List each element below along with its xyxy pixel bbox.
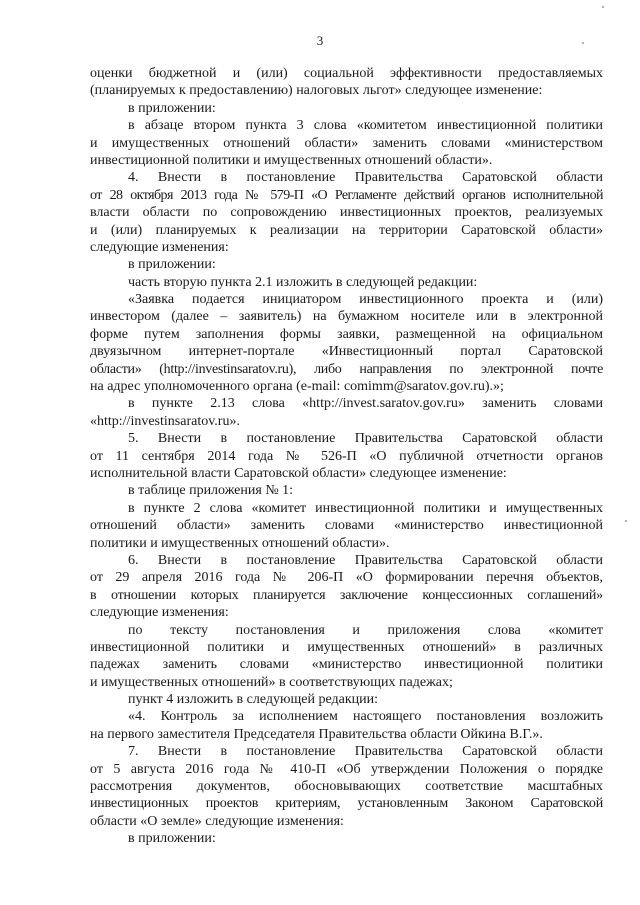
text-line: власти области по сопровождению инвестиционных проектов, реализуемых (90, 205, 603, 221)
text-line: на первого заместителя Председателя Правительства области Ойкина В.Г.». (90, 726, 543, 742)
scan-speck (625, 520, 627, 522)
text-line: следующие изменения: (90, 605, 229, 621)
text-line: 4. Внести в постановление Правительства Саратовской области (128, 170, 603, 186)
text-line: в пункте 2 слова «комитет инвестиционной политики и имущественных (128, 500, 603, 516)
text-line: области» (http://investinsaratov.ru), либо направления по электронной почте (90, 361, 603, 377)
text-line: 6. Внести в постановление Правительства Саратовской области (128, 552, 603, 568)
text-line: следующие изменения: (90, 239, 229, 255)
text-line: 5. Внести в постановление Правительства Саратовской области (128, 431, 603, 447)
text-line: инвестиционной политики и имущественных отношений области». (90, 152, 493, 168)
text-line: «4. Контроль за исполнением настоящего постановления возложить (128, 709, 603, 725)
text-line: от 28 октября 2013 года № 579-П «О Регламенте действий органов исполнительной (90, 187, 603, 203)
text-line: «Заявка подается инициатором инвестиционного проекта и (или) (128, 292, 603, 308)
text-line: на адрес уполномоченного органа (e-mail: comimm@saratov.gov.ru).»; (90, 379, 504, 395)
text-line: часть вторую пункта 2.1 изложить в следующей редакции: (128, 274, 478, 290)
text-line: исполнительной власти Саратовской области» следующее изменение: (90, 465, 507, 481)
text-line: в приложении: (128, 257, 216, 273)
text-line: области «О земле» следующие изменения: (90, 813, 344, 829)
text-line: форме путем заполнения формы заявки, размещенной на официальном (90, 326, 603, 342)
text-line: от 11 сентября 2014 года № 526-П «О публичной отчетности органов (90, 448, 603, 464)
text-line: «http://investinsaratov.ru». (90, 413, 240, 429)
text-line: инвестиционной политики и имущественных отношений» в различных (90, 639, 603, 655)
text-line: 7. Внести в постановление Правительства Саратовской области (128, 744, 603, 760)
text-line: (планируемых к предоставлению) налоговых льгот» следующее изменение: (90, 83, 543, 99)
text-line: двуязычном интернет-портале «Инвестиционный портал Саратовской (90, 344, 603, 360)
text-line: инвестиционных проектов критериям, установленным Законом Саратовской (90, 796, 603, 812)
text-line: в отношении которых планируется заключение концессионных соглашений» (90, 587, 603, 603)
page-number: 3 (316, 33, 324, 48)
text-line: рассмотрения документов, обосновывающих соответствие масштабных (90, 779, 603, 795)
text-line: инвестором (далее – заявитель) на бумажном носителе или в электронной (90, 309, 603, 325)
text-line: в абзаце втором пункта 3 слова «комитетом инвестиционной политики (128, 118, 603, 134)
text-line: и имущественных отношений» в соответствующих падежах; (90, 674, 453, 690)
text-line: падежах заменить словами «министерство инвестиционной политики (90, 657, 603, 673)
text-line: в пункте 2.13 слова «http://invest.saratov.gov.ru» заменить словами (128, 396, 603, 412)
text-line: по тексту постановления и приложения слова «комитет (128, 622, 603, 638)
text-line: от 5 августа 2016 года № 410-П «Об утверждении Положения о порядке (90, 761, 603, 777)
scan-speck (602, 6, 604, 8)
text-line: и имущественных отношений области» заменить словами «министерством (90, 135, 603, 151)
scan-speck (582, 42, 584, 44)
text-line: в приложении: (128, 100, 216, 116)
text-line: и (или) планируемых к реализации на территории Саратовской области» (90, 222, 603, 238)
text-line: пункт 4 изложить в следующей редакции: (128, 692, 378, 708)
text-line: политики и имущественных отношений области». (90, 535, 390, 551)
text-line: от 29 апреля 2016 года № 206-П «О формировании перечня объектов, (90, 570, 603, 586)
text-line: в таблице приложения № 1: (128, 483, 294, 499)
text-line: оценки бюджетной и (или) социальной эффективности предоставляемых (90, 66, 603, 81)
text-line: отношений области» заменить словами «министерство инвестиционной (90, 518, 603, 534)
document-body (90, 65, 603, 848)
text-line: в приложении: (128, 831, 216, 847)
